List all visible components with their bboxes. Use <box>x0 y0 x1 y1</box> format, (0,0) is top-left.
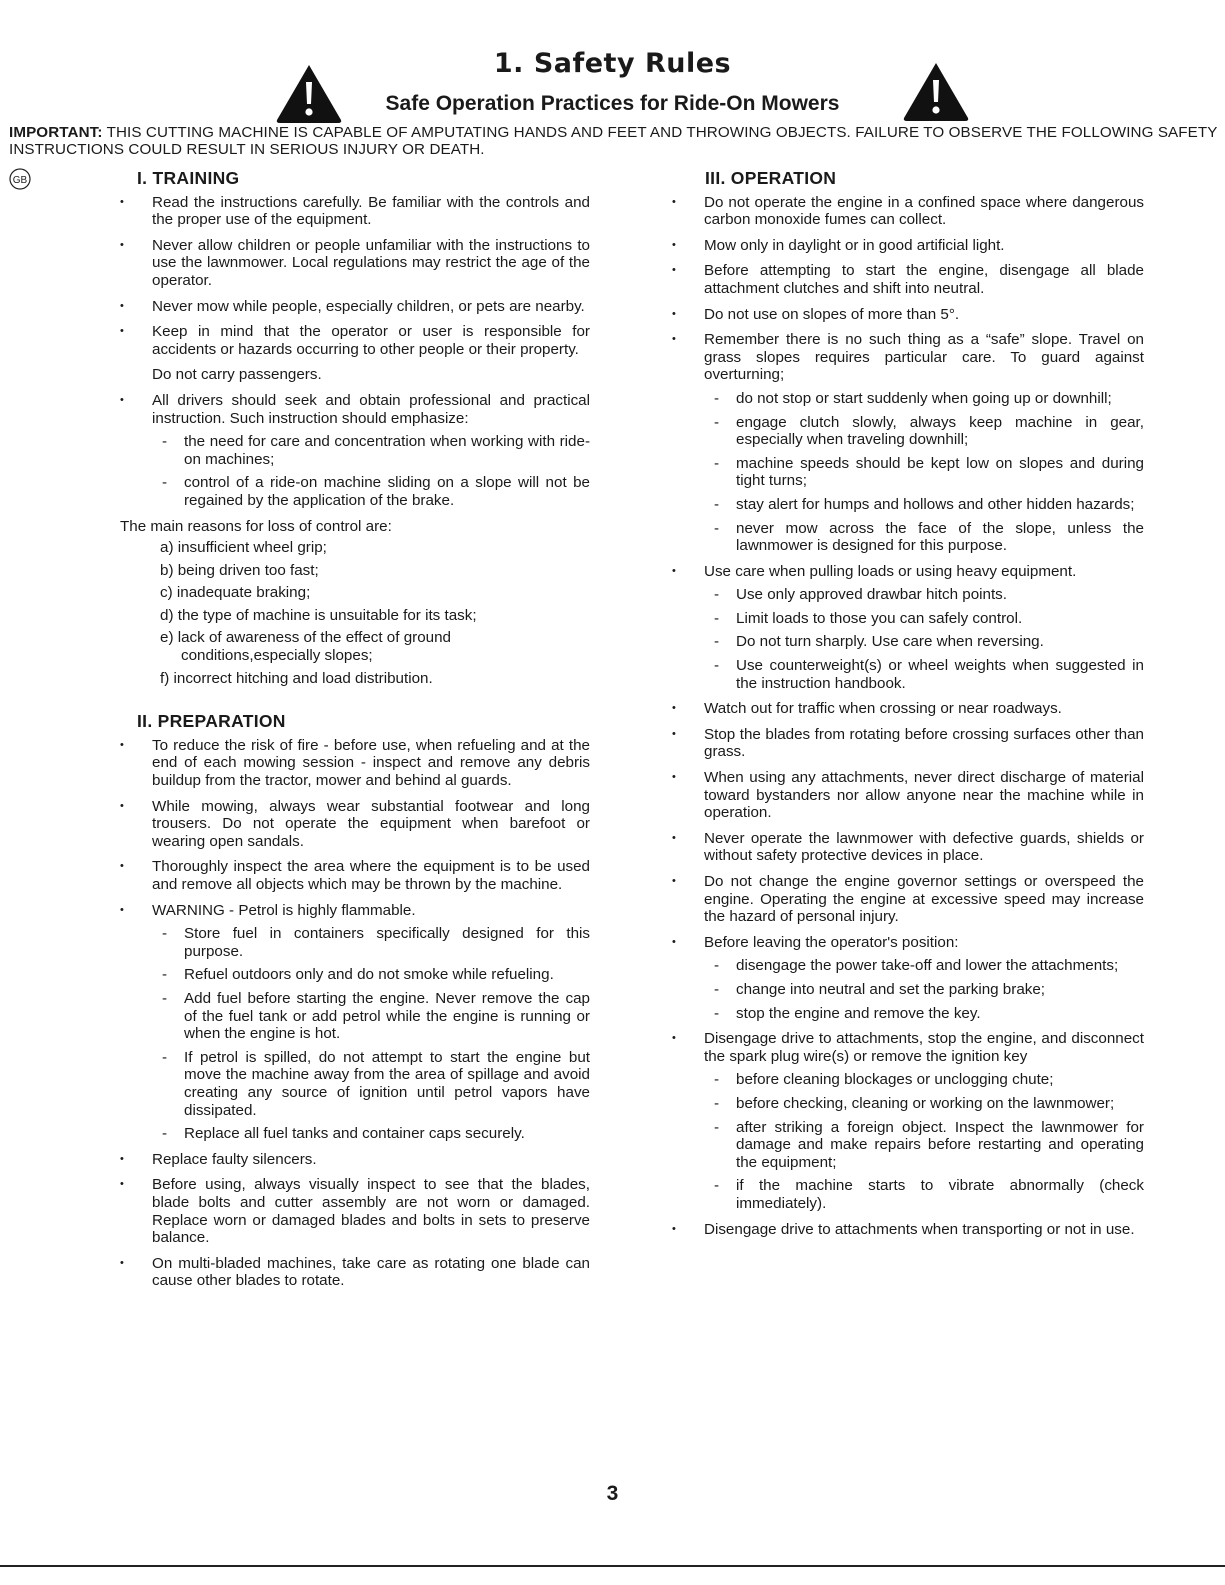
sub-list <box>152 925 590 1143</box>
list-item: • Replace faulty silencers. <box>120 1151 590 1169</box>
sub-list-item: - disengage the power take-off and lower the attachments; <box>704 957 1144 975</box>
section-heading-training: I. TRAINING <box>137 168 240 188</box>
sub-list-item: - Replace all fuel tanks and container caps securely. <box>152 1125 590 1143</box>
lang-badge-text: GB <box>12 175 28 186</box>
list-item-text: Keep in mind that the operator or user is responsible for accidents or hazards occurring to other people or their property. <box>152 323 590 358</box>
reasons-list <box>120 539 590 687</box>
reason-item: a) insufficient wheel grip; <box>160 539 327 557</box>
sub-list-item: - Store fuel in containers specifically designed for this purpose. <box>152 925 590 960</box>
list-item-text: All drivers should seek and obtain professional and practical instruction. Such instruction should emphasize: <box>152 391 590 427</box>
main-reasons-text: The main reasons for loss of control are: <box>120 517 392 535</box>
important-label: IMPORTANT: <box>9 124 103 141</box>
list-item: • Never mow while people, especially children, or pets are nearby. <box>120 298 590 316</box>
sub-list-item: - before cleaning blockages or unclogging chute; <box>704 1071 1144 1089</box>
list-item-text: WARNING - Petrol is highly flammable. <box>152 901 416 919</box>
sub-list-item: - after striking a foreign object. Inspect the lawnmower for damage and make repairs before restarting and operating the equipment; <box>704 1119 1144 1172</box>
sub-list <box>152 433 590 509</box>
training-list <box>120 194 590 359</box>
list-item-text: Before leaving the operator's position: <box>704 933 959 951</box>
reason-item: e) lack of awareness of the effect of ground conditions,especially slopes; <box>160 629 451 665</box>
bottom-rule <box>0 1565 1225 1567</box>
list-item: • Thoroughly inspect the area where the equipment is to be used and remove all objects which may be thrown by the machine. <box>120 858 590 893</box>
list-item <box>672 1030 1144 1212</box>
operation-list <box>672 194 1144 1239</box>
important-notice <box>9 124 1219 158</box>
training-list <box>120 392 590 510</box>
list-item-text: Disengage drive to attachments, stop the engine, and disconnect the spark plug wire(s) or remove the ignition key <box>704 1030 1144 1065</box>
list-item <box>120 392 590 510</box>
list-item: • Do not use on slopes of more than 5°. <box>672 306 1144 324</box>
reason-item: c) inadequate braking; <box>160 584 311 602</box>
sub-list <box>704 586 1144 692</box>
sub-list-item: - stay alert for humps and hollows and other hidden hazards; <box>704 496 1144 514</box>
preparation-list <box>120 737 590 1290</box>
sub-list-item: - machine speeds should be kept low on slopes and during tight turns; <box>704 455 1144 490</box>
sub-list-item: - if the machine starts to vibrate abnormally (check immediately). <box>704 1177 1144 1212</box>
sub-list-item: - Add fuel before starting the engine. Never remove the cap of the fuel tank or add petrol while the engine is running or when the engine is hot. <box>152 990 590 1043</box>
page-number: 3 <box>606 1482 619 1505</box>
sub-list <box>704 1071 1144 1212</box>
sub-list <box>704 957 1144 1022</box>
reason-item: f) incorrect hitching and load distribution. <box>160 669 433 687</box>
sub-list-item: - Limit loads to those you can safely control. <box>704 610 1144 628</box>
list-item: • Before attempting to start the engine, disengage all blade attachment clutches and shift into neutral. <box>672 262 1144 297</box>
list-item: • Read the instructions carefully. Be familiar with the controls and the proper use of the equipment. <box>120 194 590 229</box>
sub-list-item: - Do not turn sharply. Use care when reversing. <box>704 633 1144 651</box>
list-item <box>672 934 1144 1022</box>
list-item-text: Use care when pulling loads or using heavy equipment. <box>704 562 1077 580</box>
list-item: • On multi-bladed machines, take care as rotating one blade can cause other blades to rotate. <box>120 1255 590 1290</box>
reason-item: d) the type of machine is unsuitable for its task; <box>160 606 477 624</box>
page-title: 1. Safety Rules <box>493 48 732 79</box>
sub-list-item: - never mow across the face of the slope, unless the lawnmower is designed for this purpose. <box>704 520 1144 555</box>
list-item: • Do not change the engine governor settings or overspeed the engine. Operating the engine at excessive speed may increase the hazard of personal injury. <box>672 873 1144 926</box>
sub-list <box>704 390 1144 555</box>
list-item <box>672 331 1144 555</box>
section-heading-preparation: II. PREPARATION <box>137 711 286 732</box>
list-item: • When using any attachments, never direct discharge of material toward bystanders nor allow anyone near the machine while in operation. <box>672 769 1144 822</box>
list-item: • While mowing, always wear substantial footwear and long trousers. Do not operate the equipment when barefoot or wearing open sandals. <box>120 798 590 851</box>
list-item: • Never operate the lawnmower with defective guards, shields or without safety protective devices in place. <box>672 830 1144 865</box>
list-item: • Before using, always visually inspect to see that the blades, blade bolts and cutter assembly are not worn or damaged. Replace worn or damaged blades and bolts in sets to preserve balance. <box>120 1176 590 1246</box>
list-item: • Never allow children or people unfamiliar with the instructions to use the lawnmower. Local regulations may restrict the age of the operator. <box>120 237 590 290</box>
language-gb-icon <box>9 168 31 190</box>
list-item <box>672 563 1144 693</box>
sub-list-item: - before checking, cleaning or working on the lawnmower; <box>704 1095 1144 1113</box>
list-item-text: Remember there is no such thing as a “safe” slope. Travel on grass slopes requires particular care. To guard against overturning; <box>704 331 1144 384</box>
list-item: • To reduce the risk of fire - before use, when refueling and at the end of each mowing session - inspect and remove any debris buildup from the tractor, mower and behind al guards. <box>120 737 590 790</box>
right-column <box>672 170 1144 1246</box>
list-item-continuation: Do not carry passengers. <box>152 366 322 384</box>
list-item: • Mow only in daylight or in good artificial light. <box>672 237 1144 255</box>
sub-list-item: - control of a ride-on machine sliding on a slope will not be regained by the application of the brake. <box>152 474 590 509</box>
sub-list-item: - change into neutral and set the parking brake; <box>704 981 1144 999</box>
sub-list-item: - Use only approved drawbar hitch points. <box>704 586 1144 604</box>
sub-list-item: - engage clutch slowly, always keep machine in gear, especially when traveling downhill; <box>704 414 1144 449</box>
sub-list-item: - do not stop or start suddenly when going up or downhill; <box>704 390 1144 408</box>
list-item <box>120 902 590 1143</box>
sub-list-item: - stop the engine and remove the key. <box>704 1005 1144 1023</box>
sub-list-item: - the need for care and concentration when working with ride-on machines; <box>152 433 590 468</box>
left-column <box>120 170 590 1298</box>
reason-item: b) being driven too fast; <box>160 561 319 579</box>
list-item: • Watch out for traffic when crossing or near roadways. <box>672 700 1144 718</box>
list-item: • Do not operate the engine in a confined space where dangerous carbon monoxide fumes can collect. <box>672 194 1144 229</box>
sub-list-item: - Refuel outdoors only and do not smoke while refueling. <box>152 966 590 984</box>
list-item: • Stop the blades from rotating before crossing surfaces other than grass. <box>672 726 1144 761</box>
important-text: THIS CUTTING MACHINE IS CAPABLE OF AMPUTATING HANDS AND FEET AND THROWING OBJECTS. FAILURE TO OBSERVE THE FOLLOWING SAFETY INSTRUCTIONS COULD RESULT IN SERIOUS INJURY OR DEATH. <box>9 124 1218 158</box>
page-subtitle: Safe Operation Practices for Ride-On Mowers <box>385 92 840 115</box>
list-item: • Disengage drive to attachments when transporting or not in use. <box>672 1221 1144 1239</box>
section-heading-operation: III. OPERATION <box>705 168 837 188</box>
sub-list-item: - If petrol is spilled, do not attempt to start the engine but move the machine away from the area of spillage and avoid creating any source of ignition until petrol vapors have dissipated. <box>152 1049 590 1119</box>
sub-list-item: - Use counterweight(s) or wheel weights when suggested in the instruction handbook. <box>704 657 1144 692</box>
list-item <box>120 323 590 358</box>
